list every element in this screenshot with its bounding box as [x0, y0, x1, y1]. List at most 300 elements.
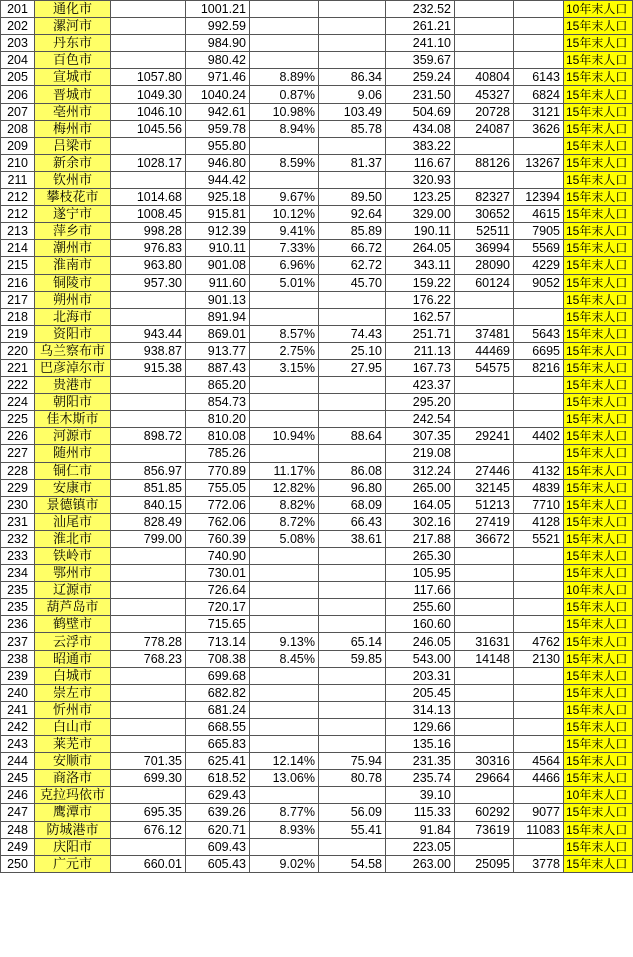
note-cell[interactable]: 15年末人口 [564, 445, 633, 462]
value-cell-7[interactable] [514, 599, 564, 616]
value-cell-7[interactable] [514, 582, 564, 599]
note-cell[interactable]: 15年末人口 [564, 223, 633, 240]
value-cell-4[interactable] [319, 18, 386, 35]
note-cell[interactable]: 15年末人口 [564, 701, 633, 718]
value-cell-7[interactable] [514, 701, 564, 718]
note-cell[interactable]: 15年末人口 [564, 513, 633, 530]
rank-cell[interactable]: 210 [1, 154, 35, 171]
value-cell-6[interactable]: 25095 [455, 855, 514, 872]
growth-rate-cell[interactable]: 8.94% [250, 120, 319, 137]
value-cell-1[interactable] [111, 171, 186, 188]
value-cell-7[interactable] [514, 616, 564, 633]
note-cell[interactable]: 15年末人口 [564, 69, 633, 86]
note-cell[interactable]: 15年末人口 [564, 736, 633, 753]
value-cell-2[interactable]: 913.77 [186, 342, 250, 359]
value-cell-7[interactable]: 11083 [514, 821, 564, 838]
growth-rate-cell[interactable]: 7.33% [250, 240, 319, 257]
city-cell[interactable]: 铜陵市 [35, 274, 111, 291]
note-cell[interactable]: 15年末人口 [564, 428, 633, 445]
value-cell-5[interactable]: 159.22 [386, 274, 455, 291]
value-cell-2[interactable]: 713.14 [186, 633, 250, 650]
value-cell-6[interactable]: 45327 [455, 86, 514, 103]
value-cell-5[interactable]: 129.66 [386, 718, 455, 735]
city-cell[interactable]: 巴彦淖尔市 [35, 359, 111, 376]
value-cell-2[interactable]: 865.20 [186, 377, 250, 394]
rank-cell[interactable]: 208 [1, 120, 35, 137]
city-cell[interactable]: 钦州市 [35, 171, 111, 188]
value-cell-4[interactable] [319, 308, 386, 325]
value-cell-6[interactable] [455, 1, 514, 18]
city-cell[interactable]: 淮南市 [35, 257, 111, 274]
value-cell-1[interactable] [111, 599, 186, 616]
value-cell-2[interactable]: 609.43 [186, 838, 250, 855]
value-cell-5[interactable]: 265.30 [386, 548, 455, 565]
value-cell-6[interactable]: 32145 [455, 479, 514, 496]
rank-cell[interactable]: 231 [1, 513, 35, 530]
value-cell-4[interactable] [319, 684, 386, 701]
value-cell-4[interactable] [319, 291, 386, 308]
note-cell[interactable]: 10年末人口 [564, 787, 633, 804]
value-cell-4[interactable]: 68.09 [319, 496, 386, 513]
city-cell[interactable]: 鄂州市 [35, 565, 111, 582]
city-cell[interactable]: 铁岭市 [35, 548, 111, 565]
value-cell-7[interactable]: 9052 [514, 274, 564, 291]
value-cell-5[interactable]: 259.24 [386, 69, 455, 86]
growth-rate-cell[interactable] [250, 52, 319, 69]
value-cell-4[interactable]: 27.95 [319, 359, 386, 376]
value-cell-6[interactable] [455, 52, 514, 69]
city-cell[interactable]: 汕尾市 [35, 513, 111, 530]
city-cell[interactable]: 梅州市 [35, 120, 111, 137]
value-cell-5[interactable]: 123.25 [386, 189, 455, 206]
value-cell-2[interactable]: 605.43 [186, 855, 250, 872]
value-cell-4[interactable] [319, 171, 386, 188]
value-cell-4[interactable] [319, 52, 386, 69]
value-cell-5[interactable]: 116.67 [386, 154, 455, 171]
rank-cell[interactable]: 225 [1, 411, 35, 428]
value-cell-6[interactable]: 44469 [455, 342, 514, 359]
value-cell-5[interactable]: 255.60 [386, 599, 455, 616]
city-cell[interactable]: 昭通市 [35, 650, 111, 667]
value-cell-1[interactable]: 768.23 [111, 650, 186, 667]
value-cell-6[interactable]: 37481 [455, 325, 514, 342]
note-cell[interactable]: 15年末人口 [564, 103, 633, 120]
value-cell-7[interactable]: 7905 [514, 223, 564, 240]
value-cell-5[interactable]: 235.74 [386, 770, 455, 787]
value-cell-4[interactable]: 45.70 [319, 274, 386, 291]
value-cell-6[interactable]: 14148 [455, 650, 514, 667]
value-cell-2[interactable]: 942.61 [186, 103, 250, 120]
value-cell-7[interactable]: 4128 [514, 513, 564, 530]
city-cell[interactable]: 萍乡市 [35, 223, 111, 240]
value-cell-2[interactable]: 620.71 [186, 821, 250, 838]
value-cell-7[interactable] [514, 35, 564, 52]
rank-cell[interactable]: 244 [1, 753, 35, 770]
city-cell[interactable]: 云浮市 [35, 633, 111, 650]
note-cell[interactable]: 15年末人口 [564, 342, 633, 359]
note-cell[interactable]: 15年末人口 [564, 240, 633, 257]
city-cell[interactable]: 北海市 [35, 308, 111, 325]
value-cell-5[interactable]: 242.54 [386, 411, 455, 428]
value-cell-6[interactable] [455, 445, 514, 462]
rank-cell[interactable]: 233 [1, 548, 35, 565]
value-cell-5[interactable]: 231.35 [386, 753, 455, 770]
note-cell[interactable]: 15年末人口 [564, 274, 633, 291]
value-cell-5[interactable]: 295.20 [386, 394, 455, 411]
value-cell-2[interactable]: 910.11 [186, 240, 250, 257]
growth-rate-cell[interactable]: 8.57% [250, 325, 319, 342]
city-cell[interactable]: 朔州市 [35, 291, 111, 308]
value-cell-4[interactable]: 66.72 [319, 240, 386, 257]
city-cell[interactable]: 新余市 [35, 154, 111, 171]
value-cell-2[interactable]: 810.20 [186, 411, 250, 428]
growth-rate-cell[interactable]: 0.87% [250, 86, 319, 103]
value-cell-1[interactable] [111, 394, 186, 411]
rank-cell[interactable]: 202 [1, 18, 35, 35]
value-cell-5[interactable]: 329.00 [386, 206, 455, 223]
value-cell-5[interactable]: 162.57 [386, 308, 455, 325]
value-cell-1[interactable] [111, 565, 186, 582]
value-cell-2[interactable]: 984.90 [186, 35, 250, 52]
value-cell-2[interactable]: 980.42 [186, 52, 250, 69]
value-cell-1[interactable] [111, 736, 186, 753]
value-cell-4[interactable] [319, 787, 386, 804]
value-cell-4[interactable]: 86.08 [319, 462, 386, 479]
note-cell[interactable]: 15年末人口 [564, 189, 633, 206]
value-cell-1[interactable]: 799.00 [111, 530, 186, 547]
value-cell-6[interactable]: 27419 [455, 513, 514, 530]
value-cell-1[interactable] [111, 377, 186, 394]
growth-rate-cell[interactable]: 10.12% [250, 206, 319, 223]
value-cell-6[interactable] [455, 394, 514, 411]
value-cell-5[interactable]: 190.11 [386, 223, 455, 240]
value-cell-5[interactable]: 434.08 [386, 120, 455, 137]
note-cell[interactable]: 15年末人口 [564, 599, 633, 616]
value-cell-2[interactable]: 708.38 [186, 650, 250, 667]
note-cell[interactable]: 15年末人口 [564, 206, 633, 223]
growth-rate-cell[interactable] [250, 1, 319, 18]
value-cell-6[interactable] [455, 616, 514, 633]
value-cell-5[interactable]: 176.22 [386, 291, 455, 308]
value-cell-4[interactable]: 81.37 [319, 154, 386, 171]
growth-rate-cell[interactable]: 12.14% [250, 753, 319, 770]
growth-rate-cell[interactable]: 5.01% [250, 274, 319, 291]
growth-rate-cell[interactable]: 5.08% [250, 530, 319, 547]
growth-rate-cell[interactable]: 13.06% [250, 770, 319, 787]
growth-rate-cell[interactable]: 10.98% [250, 103, 319, 120]
growth-rate-cell[interactable] [250, 377, 319, 394]
rank-cell[interactable]: 238 [1, 650, 35, 667]
growth-rate-cell[interactable] [250, 718, 319, 735]
value-cell-1[interactable] [111, 291, 186, 308]
value-cell-4[interactable]: 85.89 [319, 223, 386, 240]
value-cell-2[interactable]: 992.59 [186, 18, 250, 35]
note-cell[interactable]: 15年末人口 [564, 325, 633, 342]
note-cell[interactable]: 15年末人口 [564, 377, 633, 394]
growth-rate-cell[interactable]: 2.75% [250, 342, 319, 359]
note-cell[interactable]: 15年末人口 [564, 633, 633, 650]
growth-rate-cell[interactable]: 8.82% [250, 496, 319, 513]
growth-rate-cell[interactable]: 9.67% [250, 189, 319, 206]
value-cell-4[interactable]: 25.10 [319, 342, 386, 359]
growth-rate-cell[interactable]: 8.77% [250, 804, 319, 821]
value-cell-6[interactable]: 28090 [455, 257, 514, 274]
value-cell-5[interactable]: 504.69 [386, 103, 455, 120]
rank-cell[interactable]: 205 [1, 69, 35, 86]
value-cell-2[interactable]: 715.65 [186, 616, 250, 633]
value-cell-6[interactable] [455, 701, 514, 718]
value-cell-5[interactable]: 359.67 [386, 52, 455, 69]
city-cell[interactable]: 遂宁市 [35, 206, 111, 223]
value-cell-7[interactable]: 5643 [514, 325, 564, 342]
value-cell-6[interactable] [455, 548, 514, 565]
value-cell-2[interactable]: 901.13 [186, 291, 250, 308]
note-cell[interactable]: 15年末人口 [564, 855, 633, 872]
city-cell[interactable]: 忻州市 [35, 701, 111, 718]
value-cell-4[interactable] [319, 701, 386, 718]
value-cell-1[interactable]: 828.49 [111, 513, 186, 530]
value-cell-7[interactable] [514, 137, 564, 154]
rank-cell[interactable]: 242 [1, 718, 35, 735]
value-cell-1[interactable]: 695.35 [111, 804, 186, 821]
city-cell[interactable]: 亳州市 [35, 103, 111, 120]
value-cell-6[interactable] [455, 599, 514, 616]
note-cell[interactable]: 15年末人口 [564, 667, 633, 684]
rank-cell[interactable]: 209 [1, 137, 35, 154]
value-cell-2[interactable]: 762.06 [186, 513, 250, 530]
city-cell[interactable]: 贵港市 [35, 377, 111, 394]
value-cell-2[interactable]: 720.17 [186, 599, 250, 616]
growth-rate-cell[interactable]: 8.45% [250, 650, 319, 667]
value-cell-5[interactable]: 264.05 [386, 240, 455, 257]
value-cell-1[interactable]: 1008.45 [111, 206, 186, 223]
rank-cell[interactable]: 228 [1, 462, 35, 479]
value-cell-6[interactable]: 40804 [455, 69, 514, 86]
value-cell-4[interactable]: 55.41 [319, 821, 386, 838]
value-cell-4[interactable] [319, 445, 386, 462]
value-cell-2[interactable]: 618.52 [186, 770, 250, 787]
city-cell[interactable]: 白城市 [35, 667, 111, 684]
value-cell-4[interactable]: 75.94 [319, 753, 386, 770]
growth-rate-cell[interactable]: 12.82% [250, 479, 319, 496]
value-cell-6[interactable]: 30316 [455, 753, 514, 770]
growth-rate-cell[interactable] [250, 18, 319, 35]
value-cell-7[interactable] [514, 377, 564, 394]
growth-rate-cell[interactable] [250, 308, 319, 325]
rank-cell[interactable]: 218 [1, 308, 35, 325]
value-cell-6[interactable] [455, 718, 514, 735]
value-cell-1[interactable] [111, 548, 186, 565]
value-cell-6[interactable]: 36672 [455, 530, 514, 547]
value-cell-4[interactable]: 92.64 [319, 206, 386, 223]
growth-rate-cell[interactable]: 9.13% [250, 633, 319, 650]
note-cell[interactable]: 15年末人口 [564, 137, 633, 154]
value-cell-6[interactable] [455, 565, 514, 582]
value-cell-7[interactable] [514, 565, 564, 582]
value-cell-1[interactable]: 1057.80 [111, 69, 186, 86]
value-cell-7[interactable] [514, 394, 564, 411]
value-cell-2[interactable]: 772.06 [186, 496, 250, 513]
value-cell-7[interactable]: 12394 [514, 189, 564, 206]
value-cell-1[interactable] [111, 1, 186, 18]
value-cell-6[interactable] [455, 377, 514, 394]
value-cell-2[interactable]: 681.24 [186, 701, 250, 718]
growth-rate-cell[interactable]: 8.89% [250, 69, 319, 86]
value-cell-5[interactable]: 246.05 [386, 633, 455, 650]
value-cell-1[interactable]: 851.85 [111, 479, 186, 496]
note-cell[interactable]: 15年末人口 [564, 171, 633, 188]
value-cell-6[interactable] [455, 736, 514, 753]
rank-cell[interactable]: 237 [1, 633, 35, 650]
value-cell-7[interactable] [514, 291, 564, 308]
rank-cell[interactable]: 235 [1, 582, 35, 599]
value-cell-7[interactable]: 4839 [514, 479, 564, 496]
growth-rate-cell[interactable] [250, 701, 319, 718]
rank-cell[interactable]: 235 [1, 599, 35, 616]
value-cell-5[interactable]: 263.00 [386, 855, 455, 872]
value-cell-1[interactable]: 1045.56 [111, 120, 186, 137]
value-cell-1[interactable]: 998.28 [111, 223, 186, 240]
value-cell-7[interactable] [514, 411, 564, 428]
value-cell-1[interactable]: 660.01 [111, 855, 186, 872]
value-cell-2[interactable]: 925.18 [186, 189, 250, 206]
value-cell-1[interactable] [111, 411, 186, 428]
value-cell-4[interactable] [319, 838, 386, 855]
rank-cell[interactable]: 220 [1, 342, 35, 359]
value-cell-1[interactable]: 1014.68 [111, 189, 186, 206]
value-cell-7[interactable] [514, 787, 564, 804]
rank-cell[interactable]: 204 [1, 52, 35, 69]
rank-cell[interactable]: 215 [1, 257, 35, 274]
value-cell-1[interactable] [111, 701, 186, 718]
rank-cell[interactable]: 245 [1, 770, 35, 787]
growth-rate-cell[interactable] [250, 445, 319, 462]
city-cell[interactable]: 白山市 [35, 718, 111, 735]
growth-rate-cell[interactable] [250, 548, 319, 565]
note-cell[interactable]: 10年末人口 [564, 1, 633, 18]
value-cell-4[interactable] [319, 616, 386, 633]
value-cell-6[interactable]: 31631 [455, 633, 514, 650]
value-cell-6[interactable] [455, 291, 514, 308]
value-cell-7[interactable]: 3626 [514, 120, 564, 137]
city-cell[interactable]: 攀枝花市 [35, 189, 111, 206]
value-cell-5[interactable]: 115.33 [386, 804, 455, 821]
value-cell-2[interactable]: 726.64 [186, 582, 250, 599]
value-cell-5[interactable]: 219.08 [386, 445, 455, 462]
value-cell-7[interactable]: 4229 [514, 257, 564, 274]
note-cell[interactable]: 15年末人口 [564, 86, 633, 103]
city-cell[interactable]: 鹰潭市 [35, 804, 111, 821]
note-cell[interactable]: 15年末人口 [564, 359, 633, 376]
value-cell-7[interactable] [514, 548, 564, 565]
note-cell[interactable]: 15年末人口 [564, 770, 633, 787]
growth-rate-cell[interactable]: 11.17% [250, 462, 319, 479]
note-cell[interactable]: 15年末人口 [564, 616, 633, 633]
city-cell[interactable]: 朝阳市 [35, 394, 111, 411]
value-cell-6[interactable] [455, 684, 514, 701]
rank-cell[interactable]: 212 [1, 189, 35, 206]
value-cell-7[interactable] [514, 838, 564, 855]
value-cell-4[interactable] [319, 718, 386, 735]
value-cell-2[interactable]: 971.46 [186, 69, 250, 86]
value-cell-6[interactable] [455, 411, 514, 428]
city-cell[interactable]: 通化市 [35, 1, 111, 18]
value-cell-6[interactable]: 20728 [455, 103, 514, 120]
value-cell-4[interactable]: 59.85 [319, 650, 386, 667]
value-cell-1[interactable]: 1046.10 [111, 103, 186, 120]
value-cell-2[interactable]: 625.41 [186, 753, 250, 770]
city-cell[interactable]: 乌兰察布市 [35, 342, 111, 359]
value-cell-5[interactable]: 251.71 [386, 325, 455, 342]
value-cell-5[interactable]: 91.84 [386, 821, 455, 838]
rank-cell[interactable]: 229 [1, 479, 35, 496]
value-cell-7[interactable]: 5569 [514, 240, 564, 257]
rank-cell[interactable]: 203 [1, 35, 35, 52]
value-cell-2[interactable]: 915.81 [186, 206, 250, 223]
value-cell-2[interactable]: 770.89 [186, 462, 250, 479]
rank-cell[interactable]: 227 [1, 445, 35, 462]
note-cell[interactable]: 15年末人口 [564, 804, 633, 821]
note-cell[interactable]: 15年末人口 [564, 565, 633, 582]
growth-rate-cell[interactable] [250, 394, 319, 411]
value-cell-4[interactable]: 89.50 [319, 189, 386, 206]
value-cell-4[interactable]: 62.72 [319, 257, 386, 274]
city-cell[interactable]: 铜仁市 [35, 462, 111, 479]
value-cell-6[interactable] [455, 171, 514, 188]
city-cell[interactable]: 资阳市 [35, 325, 111, 342]
growth-rate-cell[interactable]: 9.41% [250, 223, 319, 240]
value-cell-6[interactable] [455, 137, 514, 154]
value-cell-4[interactable]: 66.43 [319, 513, 386, 530]
value-cell-5[interactable]: 39.10 [386, 787, 455, 804]
value-cell-1[interactable]: 943.44 [111, 325, 186, 342]
city-cell[interactable]: 淮北市 [35, 530, 111, 547]
value-cell-6[interactable]: 36994 [455, 240, 514, 257]
value-cell-6[interactable] [455, 582, 514, 599]
value-cell-5[interactable]: 203.31 [386, 667, 455, 684]
growth-rate-cell[interactable] [250, 137, 319, 154]
value-cell-2[interactable]: 810.08 [186, 428, 250, 445]
value-cell-2[interactable]: 682.82 [186, 684, 250, 701]
value-cell-1[interactable]: 856.97 [111, 462, 186, 479]
value-cell-4[interactable]: 9.06 [319, 86, 386, 103]
value-cell-7[interactable]: 4615 [514, 206, 564, 223]
value-cell-5[interactable]: 543.00 [386, 650, 455, 667]
city-cell[interactable]: 克拉玛依市 [35, 787, 111, 804]
value-cell-7[interactable]: 3778 [514, 855, 564, 872]
value-cell-7[interactable]: 4132 [514, 462, 564, 479]
value-cell-5[interactable]: 164.05 [386, 496, 455, 513]
rank-cell[interactable]: 241 [1, 701, 35, 718]
value-cell-6[interactable]: 54575 [455, 359, 514, 376]
value-cell-2[interactable]: 901.08 [186, 257, 250, 274]
growth-rate-cell[interactable]: 10.94% [250, 428, 319, 445]
city-cell[interactable]: 辽源市 [35, 582, 111, 599]
value-cell-4[interactable] [319, 377, 386, 394]
rank-cell[interactable]: 239 [1, 667, 35, 684]
value-cell-1[interactable] [111, 137, 186, 154]
rank-cell[interactable]: 221 [1, 359, 35, 376]
value-cell-6[interactable]: 51213 [455, 496, 514, 513]
rank-cell[interactable]: 246 [1, 787, 35, 804]
growth-rate-cell[interactable] [250, 838, 319, 855]
growth-rate-cell[interactable]: 8.59% [250, 154, 319, 171]
value-cell-5[interactable]: 217.88 [386, 530, 455, 547]
rank-cell[interactable]: 206 [1, 86, 35, 103]
value-cell-2[interactable]: 668.55 [186, 718, 250, 735]
city-cell[interactable]: 佳木斯市 [35, 411, 111, 428]
value-cell-4[interactable]: 65.14 [319, 633, 386, 650]
